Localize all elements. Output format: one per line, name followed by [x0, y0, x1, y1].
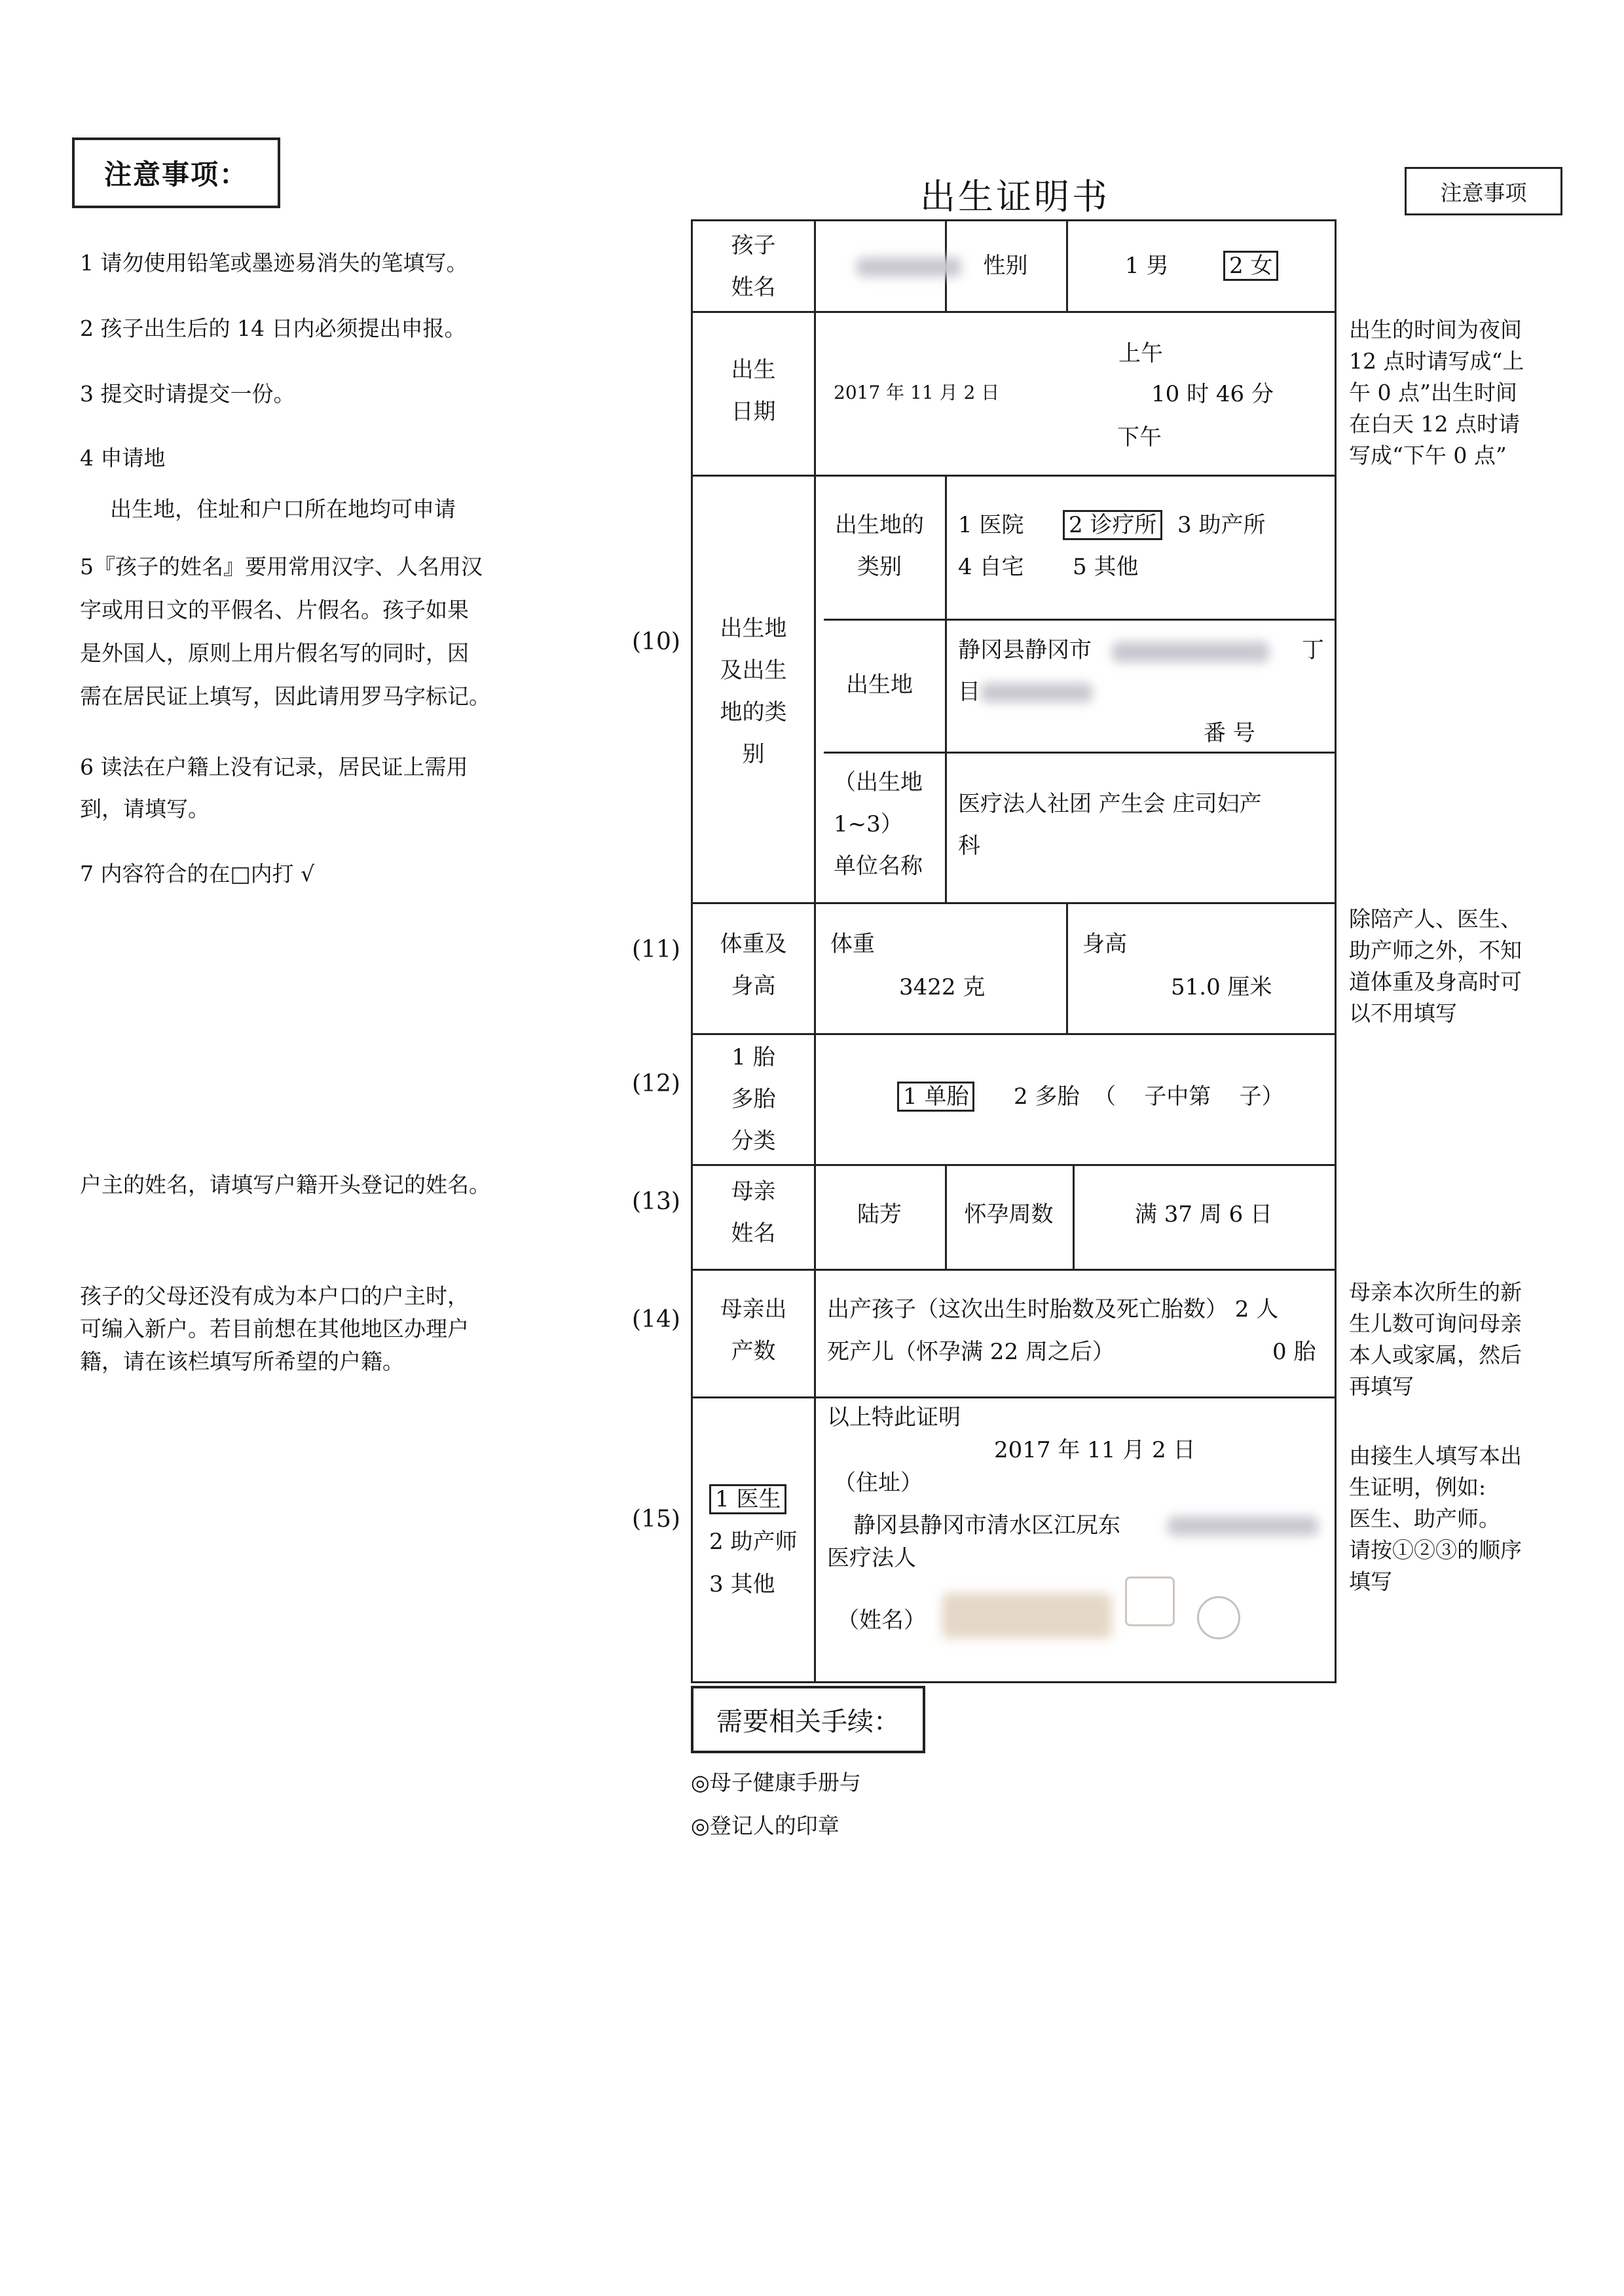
births-line-2: 死产儿（怀孕满 22 周之后） — [827, 1339, 1115, 1365]
birth-kind-label-line: 分类 — [731, 1128, 776, 1154]
notice-title: 注意事项： — [72, 137, 280, 208]
head-note: 户主的姓名，请填写户籍开头登记的姓名。 — [80, 1172, 490, 1197]
place-group-label-line: 及出生 — [720, 657, 787, 683]
birth-kind-label-line: 多胎 — [731, 1086, 776, 1112]
notice-item: 到，请填写。 — [80, 796, 210, 822]
notice-item: 字或用日文的平假名、片假名。孩子如果 — [80, 597, 469, 623]
certifier-address-label: （住址） — [834, 1470, 923, 1496]
side-note-line: 12 点时请写成“上 — [1349, 348, 1524, 374]
am-option[interactable]: 上午 — [1118, 340, 1163, 367]
side-note-line: 出生的时间为夜间 — [1349, 317, 1522, 342]
sex-label: 性别 — [983, 253, 1028, 279]
document-title: 出生证明书 — [920, 176, 1110, 217]
place-group-label-line: 地的类 — [720, 699, 787, 725]
notice-item: 7 内容符合的在□内打 √ — [80, 861, 315, 886]
certifier-address: 静冈县静冈市清水区江尻东 — [853, 1512, 1120, 1539]
side-note-line: 生儿数可询问母亲 — [1349, 1311, 1522, 1336]
row-number-15: (15) — [632, 1506, 680, 1533]
notice-item: 4 申请地 — [80, 445, 166, 471]
facility-name-line: 科 — [958, 833, 980, 859]
birth-date-label-line: 出生 — [731, 357, 776, 383]
procedures-list — [691, 1761, 861, 1848]
births-count-label-line: 产数 — [731, 1338, 776, 1364]
side-note-line: 再填写 — [1349, 1374, 1414, 1399]
births-count-label — [693, 1288, 814, 1372]
multiple-birth-option[interactable]: 2 多胎 （ 子中第 子） — [1014, 1084, 1284, 1110]
births-line-1: 出产孩子（这次出生时胎数及死亡胎数） 2 人 — [827, 1296, 1279, 1322]
birth-date-value: 2017 年 11 月 2 日 — [834, 382, 1000, 403]
height-label: 身高 — [1082, 931, 1127, 957]
certify-date: 2017 年 11 月 2 日 — [994, 1437, 1196, 1463]
parent-note-3: 籍，请在该栏填写所希望的户籍。 — [80, 1349, 404, 1374]
place-type-hospital[interactable]: 1 医院 — [958, 512, 1024, 538]
side-note-weight — [1349, 903, 1565, 1029]
mother-name-label-line: 姓名 — [731, 1220, 776, 1247]
place-address: 静冈县静冈市 — [958, 637, 1092, 663]
row-number-12: (12) — [632, 1070, 680, 1097]
births-count-label-line: 母亲出 — [720, 1296, 787, 1322]
place-mu: 目 — [958, 679, 980, 705]
notice-item: 6 读法在户籍上没有记录，居民证上需用 — [80, 754, 468, 780]
place-type-midwife[interactable]: 3 助产所 — [1177, 512, 1266, 538]
notice-item: 是外国人，原则上用片假名写的同时，因 — [80, 640, 469, 666]
parent-note-2: 可编入新户。若目前想在其他地区办理户 — [80, 1316, 469, 1341]
birth-certificate-form — [691, 219, 1337, 1683]
procedures-title: 需要相关手续： — [691, 1686, 925, 1753]
round-seal — [1197, 1596, 1240, 1639]
certifier-signature-redacted — [942, 1593, 1112, 1639]
place-group-label-line: 别 — [742, 741, 765, 767]
place-banhao: 番 号 — [1204, 720, 1255, 746]
row-number-11: (11) — [632, 936, 680, 963]
side-note-line: 本人或家属，然后 — [1349, 1342, 1522, 1368]
weight-height-label — [693, 923, 814, 1007]
facility-label — [834, 761, 923, 887]
facility-label-line: （出生地 — [834, 769, 923, 795]
notice-item: 2 孩子出生后的 14 日内必须提出申报。 — [80, 316, 466, 341]
place-address-redacted-2 — [981, 683, 1092, 702]
side-note-line: 在白天 12 点时请 — [1349, 411, 1520, 437]
row-number-14: (14) — [632, 1306, 680, 1333]
row-number-13: (13) — [632, 1188, 680, 1215]
pregnancy-weeks-label: 怀孕周数 — [964, 1201, 1054, 1228]
birth-kind-label-line: 1 胎 — [731, 1044, 775, 1070]
facility-name-line: 医疗法人社团 产生会 庄司妇产 — [958, 791, 1262, 817]
side-note-line: 医生、助产师。 — [1349, 1506, 1500, 1531]
place-group-label — [693, 608, 814, 775]
facility-label-line: 1~3） — [834, 811, 903, 837]
place-label: 出生地 — [846, 672, 913, 698]
facility-name — [958, 783, 1262, 867]
side-note-birth-time — [1349, 314, 1565, 471]
notice-item: 3 提交时请提交一份。 — [80, 381, 295, 407]
side-note-line: 道体重及身高时可 — [1349, 969, 1522, 994]
notice-item: 需在居民证上填写，因此请用罗马字标记。 — [80, 683, 490, 709]
notice-item: 1 请勿使用铅笔或墨迹易消失的笔填写。 — [80, 250, 468, 276]
sex-option-male[interactable]: 1 男 — [1125, 253, 1169, 279]
side-note-certifier — [1349, 1440, 1565, 1597]
child-name-label-line: 孩子 — [731, 232, 776, 259]
place-type-label-line: 类别 — [857, 554, 902, 580]
place-type-label — [814, 504, 945, 588]
certifier-midwife-option[interactable]: 2 助产师 — [709, 1529, 798, 1555]
mother-name-label-line: 母亲 — [731, 1178, 776, 1205]
facility-label-line: 单位名称 — [834, 853, 923, 879]
side-note-line: 生证明，例如: — [1349, 1474, 1486, 1500]
side-note-mother-births — [1349, 1277, 1565, 1402]
side-note-line: 助产师之外，不知 — [1349, 938, 1522, 963]
stillbirths-value: 0 胎 — [1272, 1339, 1316, 1365]
procedure-item: ◎母子健康手册与 — [691, 1770, 861, 1795]
side-note-line: 以不用填写 — [1349, 1000, 1457, 1026]
height-value: 51.0 厘米 — [1171, 974, 1272, 1000]
place-address-redacted — [1112, 642, 1269, 663]
notice-item: 出生地，住址和户口所在地均可申请 — [110, 496, 456, 522]
notice-item: 5『孩子的姓名』要用常用汉字、人名用汉 — [80, 554, 483, 579]
weight-value: 3422 克 — [899, 974, 986, 1000]
procedure-item: ◎登记人的印章 — [691, 1813, 840, 1838]
birth-date-label-line: 日期 — [731, 399, 776, 425]
pregnancy-weeks-value: 满 37 周 6 日 — [1134, 1201, 1273, 1228]
certifier-organization: 医疗法人 — [827, 1545, 916, 1571]
side-note-line: 填写 — [1349, 1569, 1392, 1594]
seal-stamp — [1125, 1576, 1175, 1626]
side-note-line: 母亲本次所生的新 — [1349, 1279, 1522, 1305]
place-type-other[interactable]: 5 其他 — [1073, 554, 1139, 580]
side-note-line: 午 0 点”出生时间 — [1349, 380, 1517, 405]
row-number-10: (10) — [632, 629, 680, 655]
place-type-label-line: 出生地的 — [835, 512, 924, 538]
parent-note-1: 孩子的父母还没有成为本户口的户主时， — [80, 1283, 469, 1309]
mother-name-value: 陆芳 — [857, 1201, 902, 1228]
side-note-line: 由接生人填写本出 — [1349, 1443, 1522, 1468]
certifier-doctor-selected[interactable]: 1 医生 — [709, 1484, 786, 1514]
notice-link-button[interactable]: 注意事项 — [1405, 167, 1562, 215]
place-type-home[interactable]: 4 自宅 — [958, 554, 1024, 580]
certifier-other-option[interactable]: 3 其他 — [709, 1571, 775, 1597]
place-ding: 丁 — [1302, 637, 1324, 663]
place-type-clinic-selected[interactable]: 2 诊疗所 — [1063, 510, 1162, 540]
birth-date-label — [693, 349, 814, 433]
sex-option-female-selected[interactable]: 2 女 — [1223, 251, 1278, 281]
child-name-label-line: 姓名 — [731, 274, 776, 301]
weight-label: 体重 — [830, 931, 875, 957]
side-note-line: 请按①②③的顺序 — [1349, 1537, 1522, 1563]
certify-statement: 以上特此证明 — [827, 1404, 961, 1430]
birth-kind-label — [693, 1036, 814, 1162]
child-name-label — [693, 225, 814, 308]
weight-height-label-line: 体重及 — [720, 931, 787, 957]
birth-time-value: 10 时 46 分 — [1151, 381, 1274, 407]
side-note-line: 写成“下午 0 点” — [1349, 443, 1507, 468]
single-birth-selected[interactable]: 1 单胎 — [897, 1082, 974, 1112]
side-note-line: 除陪产人、医生、 — [1349, 906, 1522, 932]
certifier-name-label: （姓名） — [837, 1607, 926, 1633]
mother-name-label — [693, 1171, 814, 1254]
certifier-address-redacted — [1168, 1516, 1318, 1536]
pm-option[interactable]: 下午 — [1117, 424, 1162, 450]
weight-height-label-line: 身高 — [731, 973, 776, 999]
place-group-label-line: 出生地 — [720, 615, 787, 642]
